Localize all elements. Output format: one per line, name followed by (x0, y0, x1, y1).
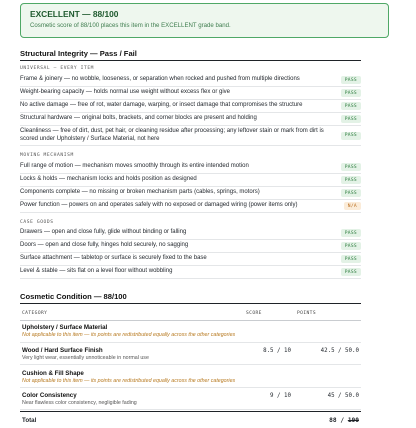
status-badge: PASS (341, 102, 361, 110)
checklist-row (20, 174, 361, 187)
checklist-item-text: Cleanliness — free of dirt, dust, pet hair, or cleaning residue after processing; any leftover stain or mark from dirt is scored under Upholstery / Surface Material, not here (20, 127, 324, 142)
status-badge: PASS (341, 176, 361, 184)
status-badge: PASS (341, 163, 361, 171)
header-points: POINTS (297, 311, 316, 316)
checklist-row (20, 113, 361, 126)
checklist-row (20, 100, 361, 113)
category-note: Very light wear, essentially unnoticeable in normal use (22, 355, 149, 361)
checklist-item-text: Surface attachment — tabletop or surface is securely fixed to the base (20, 255, 207, 262)
category-name: Upholstery / Surface Material (22, 324, 108, 331)
status-badge: PASS (341, 189, 361, 197)
category-points: 45 / 50.0 (327, 393, 359, 399)
category-score: 9 / 10 (270, 393, 291, 399)
checklist-row (20, 266, 361, 279)
cosmetic-table-header (20, 311, 361, 320)
category-name: Color Consistency (22, 392, 77, 399)
cosmetic-total-row (20, 411, 361, 425)
checklist-row (20, 240, 361, 253)
category-name: Cushion & Fill Shape (22, 370, 84, 377)
group-label-universal: UNIVERSAL — EVERY ITEM (20, 66, 95, 71)
checklist-row (20, 253, 361, 266)
checklist-row (20, 74, 361, 87)
category-score: 8.5 / 10 (263, 348, 291, 354)
cosmetic-section-title: Cosmetic Condition — 88/100 (20, 292, 127, 301)
checklist-item-text: Frame & joinery — no wobble, looseness, or separation when rocked and pushed from multiple directions (20, 76, 300, 83)
grade-banner (20, 3, 389, 38)
category-points: 42.5 / 50.0 (320, 348, 359, 354)
checklist-item-text: Structural hardware — original bolts, brackets, and corner blocks are present and holding (20, 115, 257, 122)
category-note: Not applicable to this item — its points are redistributed equally across the other categories (22, 332, 236, 338)
checklist-item-text: Power function — powers on and operates safely with no exposed or damaged wiring (power items only) (20, 202, 298, 209)
category-note: Not applicable to this item — its points are redistributed equally across the other categories (22, 378, 236, 384)
checklist-row (20, 87, 361, 100)
total-label: Total (22, 417, 37, 424)
total-max: 100 (347, 417, 359, 424)
checklist-row (20, 187, 361, 200)
checklist-item-text: Level & stable — sits flat on a level floor without wobbling (20, 268, 173, 275)
checklist-item-text: Full range of motion — mechanism moves smoothly through its entire intended motion (20, 163, 249, 170)
status-badge: PASS (341, 229, 361, 237)
cosmetic-row (20, 321, 361, 343)
status-badge: PASS (341, 89, 361, 97)
total-value: 88 / 100 (329, 417, 359, 424)
status-badge: N/A (344, 202, 361, 210)
group-label-moving-mechanism: MOVING MECHANISM (20, 153, 74, 158)
cosmetic-divider (20, 303, 361, 304)
checklist-item-text: Locks & holds — mechanism locks and holds position as designed (20, 176, 197, 183)
header-score: SCORE (246, 311, 262, 316)
status-badge: PASS (341, 76, 361, 84)
status-badge: PASS (341, 255, 361, 263)
status-badge: PASS (341, 115, 361, 123)
checklist-row (20, 161, 361, 174)
header-category: CATEGORY (22, 311, 48, 316)
checklist-item-text: Doors — open and close fully, hinges hold securely, no sagging (20, 242, 189, 249)
cosmetic-row (20, 365, 361, 388)
checklist-item-text: Drawers — open and close fully, glide without binding or falling (20, 229, 187, 236)
cosmetic-row (20, 388, 361, 410)
checklist-row (20, 126, 361, 146)
checklist-item-text: Components complete — no missing or broken mechanism parts (cables, springs, motors) (20, 189, 260, 196)
status-badge: PASS (341, 132, 361, 140)
grade-title: EXCELLENT — 88/100 (30, 9, 119, 19)
group-label-case-goods: CASE GOODS (20, 220, 54, 225)
grade-subtitle: Cosmetic score of 88/100 places this item in the EXCELLENT grade band. (30, 22, 231, 29)
checklist-item-text: Weight-bearing capacity — holds normal use weight without excess flex or give (20, 89, 230, 96)
category-note: Near flawless color consistency, negligible fading (22, 400, 137, 406)
checklist-item-text: No active damage — free of rot, water damage, warping, or insect damage that compromises the structure (20, 102, 303, 109)
structural-divider (20, 60, 361, 61)
category-name: Wood / Hard Surface Finish (22, 347, 103, 354)
checklist-row (20, 200, 361, 213)
status-badge: PASS (341, 268, 361, 276)
structural-section-title: Structural Integrity — Pass / Fail (20, 49, 137, 58)
cosmetic-row (20, 343, 361, 365)
checklist-row (20, 227, 361, 240)
total-score: 88 (329, 417, 337, 424)
status-badge: PASS (341, 242, 361, 250)
